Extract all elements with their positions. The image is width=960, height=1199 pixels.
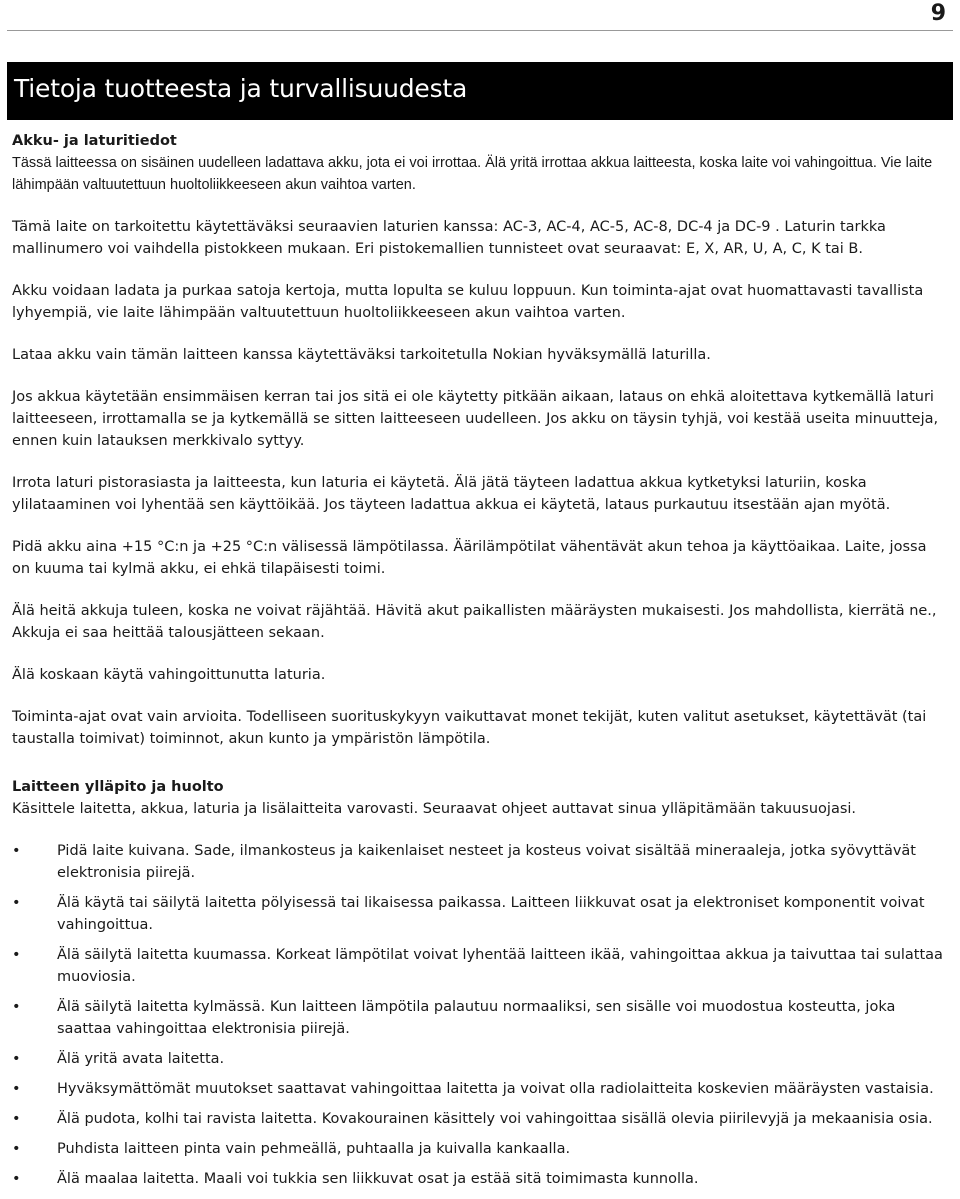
care-heading: Laitteen ylläpito ja huolto — [12, 779, 224, 795]
list-item: • Älä yritä avata laitetta. — [12, 1048, 947, 1070]
list-item: • Älä pudota, kolhi tai ravista laitetta. Kovakourainen käsittely voi vahingoittaa sisällä olevia piirilevyjä ja mekaanisia osia. — [12, 1108, 947, 1130]
battery-paragraph: Älä koskaan käytä vahingoittunutta laturia. — [12, 667, 326, 683]
header-rule — [7, 30, 953, 31]
list-item: • Pidä laite kuivana. Sade, ilmankosteus ja kaikenlaiset nesteet ja kosteus voivat sisältää mineraaleja, jotka syövyttävät elektronisia piirejä. — [12, 840, 947, 884]
battery-paragraph: Irrota laturi pistorasiasta ja laitteesta, kun laturia ei käytetä. Älä jätä täyteen ladattua akkua kytketyksi laturiin, koska ylilataaminen voi lyhentää sen käyttöikää. Jos täyteen ladattua akkua ei käytetä, lataus purkautuu itsestään ajan myötä. — [12, 475, 891, 513]
battery-paragraph: Pidä akku aina +15 °C:n ja +25 °C:n välisessä lämpötilassa. Äärilämpötilat vähentävät akun tehoa ja käyttöaikaa. Laite, jossa on kuuma tai kylmä akku, ei ehkä tilapäisesti toimi. — [12, 539, 927, 577]
battery-paragraph: Akku voidaan ladata ja purkaa satoja kertoja, mutta lopulta se kuluu loppuun. Kun toiminta-ajat ovat huomattavasti tavallista lyhyempiä, vie laite lähimpään valtuutettuun huoltoliikkeeseen akun vaihtoa varten. — [12, 283, 924, 321]
battery-paragraph: Tässä laitteessa on sisäinen uudelleen ladattava akku, jota ei voi irrottaa. Älä yritä irrottaa akkua laitteesta, koska laite voi vahingoittua. Vie laite lähimpään valtuutettuun huoltoliikkeeseen akun vaihtoa varten. — [12, 155, 933, 193]
battery-paragraph: Älä heitä akkuja tuleen, koska ne voivat räjähtää. Hävitä akut paikallisten määräysten mukaisesti. Jos mahdollista, kierrätä ne., Akkuja ei saa heittää talousjätteen sekaan. — [12, 603, 937, 641]
page-number: 9 — [930, 1, 946, 26]
list-item: • Älä säilytä laitetta kylmässä. Kun laitteen lämpötila palautuu normaaliksi, sen sisälle voi muodostua kosteutta, joka saattaa vahingoittaa elektronisia piirejä. — [12, 996, 947, 1040]
list-item: • Puhdista laitteen pinta vain pehmeällä, puhtaalla ja kuivalla kankaalla. — [12, 1138, 947, 1160]
list-item: • Älä käytä tai säilytä laitetta pölyisessä tai likaisessa paikassa. Laitteen liikkuvat osat ja elektroniset komponentit voivat vahingoittua. — [12, 892, 947, 936]
list-item: • Hyväksymättömät muutokset saattavat vahingoittaa laitetta ja voivat olla radiolaitteita koskevien määräysten vastaisia. — [12, 1078, 947, 1100]
battery-paragraph: Lataa akku vain tämän laitteen kanssa käytettäväksi tarkoitetulla Nokian hyväksymällä laturilla. — [12, 347, 711, 363]
list-item: • Älä maalaa laitetta. Maali voi tukkia sen liikkuvat osat ja estää sitä toimimasta kunnolla. — [12, 1168, 947, 1190]
battery-paragraph: Jos akkua käytetään ensimmäisen kerran tai jos sitä ei ole käytetty pitkään aikaan, lataus on ehkä aloitettava kytkemällä laturi laitteeseen, irrottamalla se ja kytkemällä se sitten laitteeseen uudelleen. Jos akku on täysin tyhjä, voi kestää useita minuutteja, ennen kuin latauksen merkkivalo syttyy. — [12, 389, 939, 449]
battery-paragraph: Toiminta-ajat ovat vain arvioita. Todelliseen suorituskykyyn vaikuttavat monet tekijät, kuten valitut asetukset, käytettävät (tai taustalla toimivat) toiminnot, akun kunto ja ympäristön lämpötila. — [12, 709, 927, 747]
battery-heading: Akku- ja laturitiedot — [12, 133, 177, 149]
page-title: Tietoja tuotteesta ja turvallisuudesta — [14, 74, 468, 103]
list-item: • Älä säilytä laitetta kuumassa. Korkeat lämpötilat voivat lyhentää laitteen ikää, vahingoittaa akkua ja taivuttaa tai sulattaa muoviosia. — [12, 944, 947, 988]
care-intro: Käsittele laitetta, akkua, laturia ja lisälaitteita varovasti. Seuraavat ohjeet auttavat sinua ylläpitämään takuusuojasi. — [12, 801, 857, 817]
title-bar — [7, 62, 953, 120]
care-bullet-list — [12, 840, 947, 1190]
battery-paragraph: Tämä laite on tarkoitettu käytettäväksi seuraavien laturien kanssa: AC-3, AC-4, AC-5, AC-8, DC-4 ja DC-9 . Laturin tarkka mallinumero voi vaihdella pistokkeen mukaan. Eri pistokemallien tunnisteet ovat seuraavat: E, X, AR, U, A, C, K tai B. — [12, 219, 886, 257]
page-content — [12, 130, 947, 1190]
